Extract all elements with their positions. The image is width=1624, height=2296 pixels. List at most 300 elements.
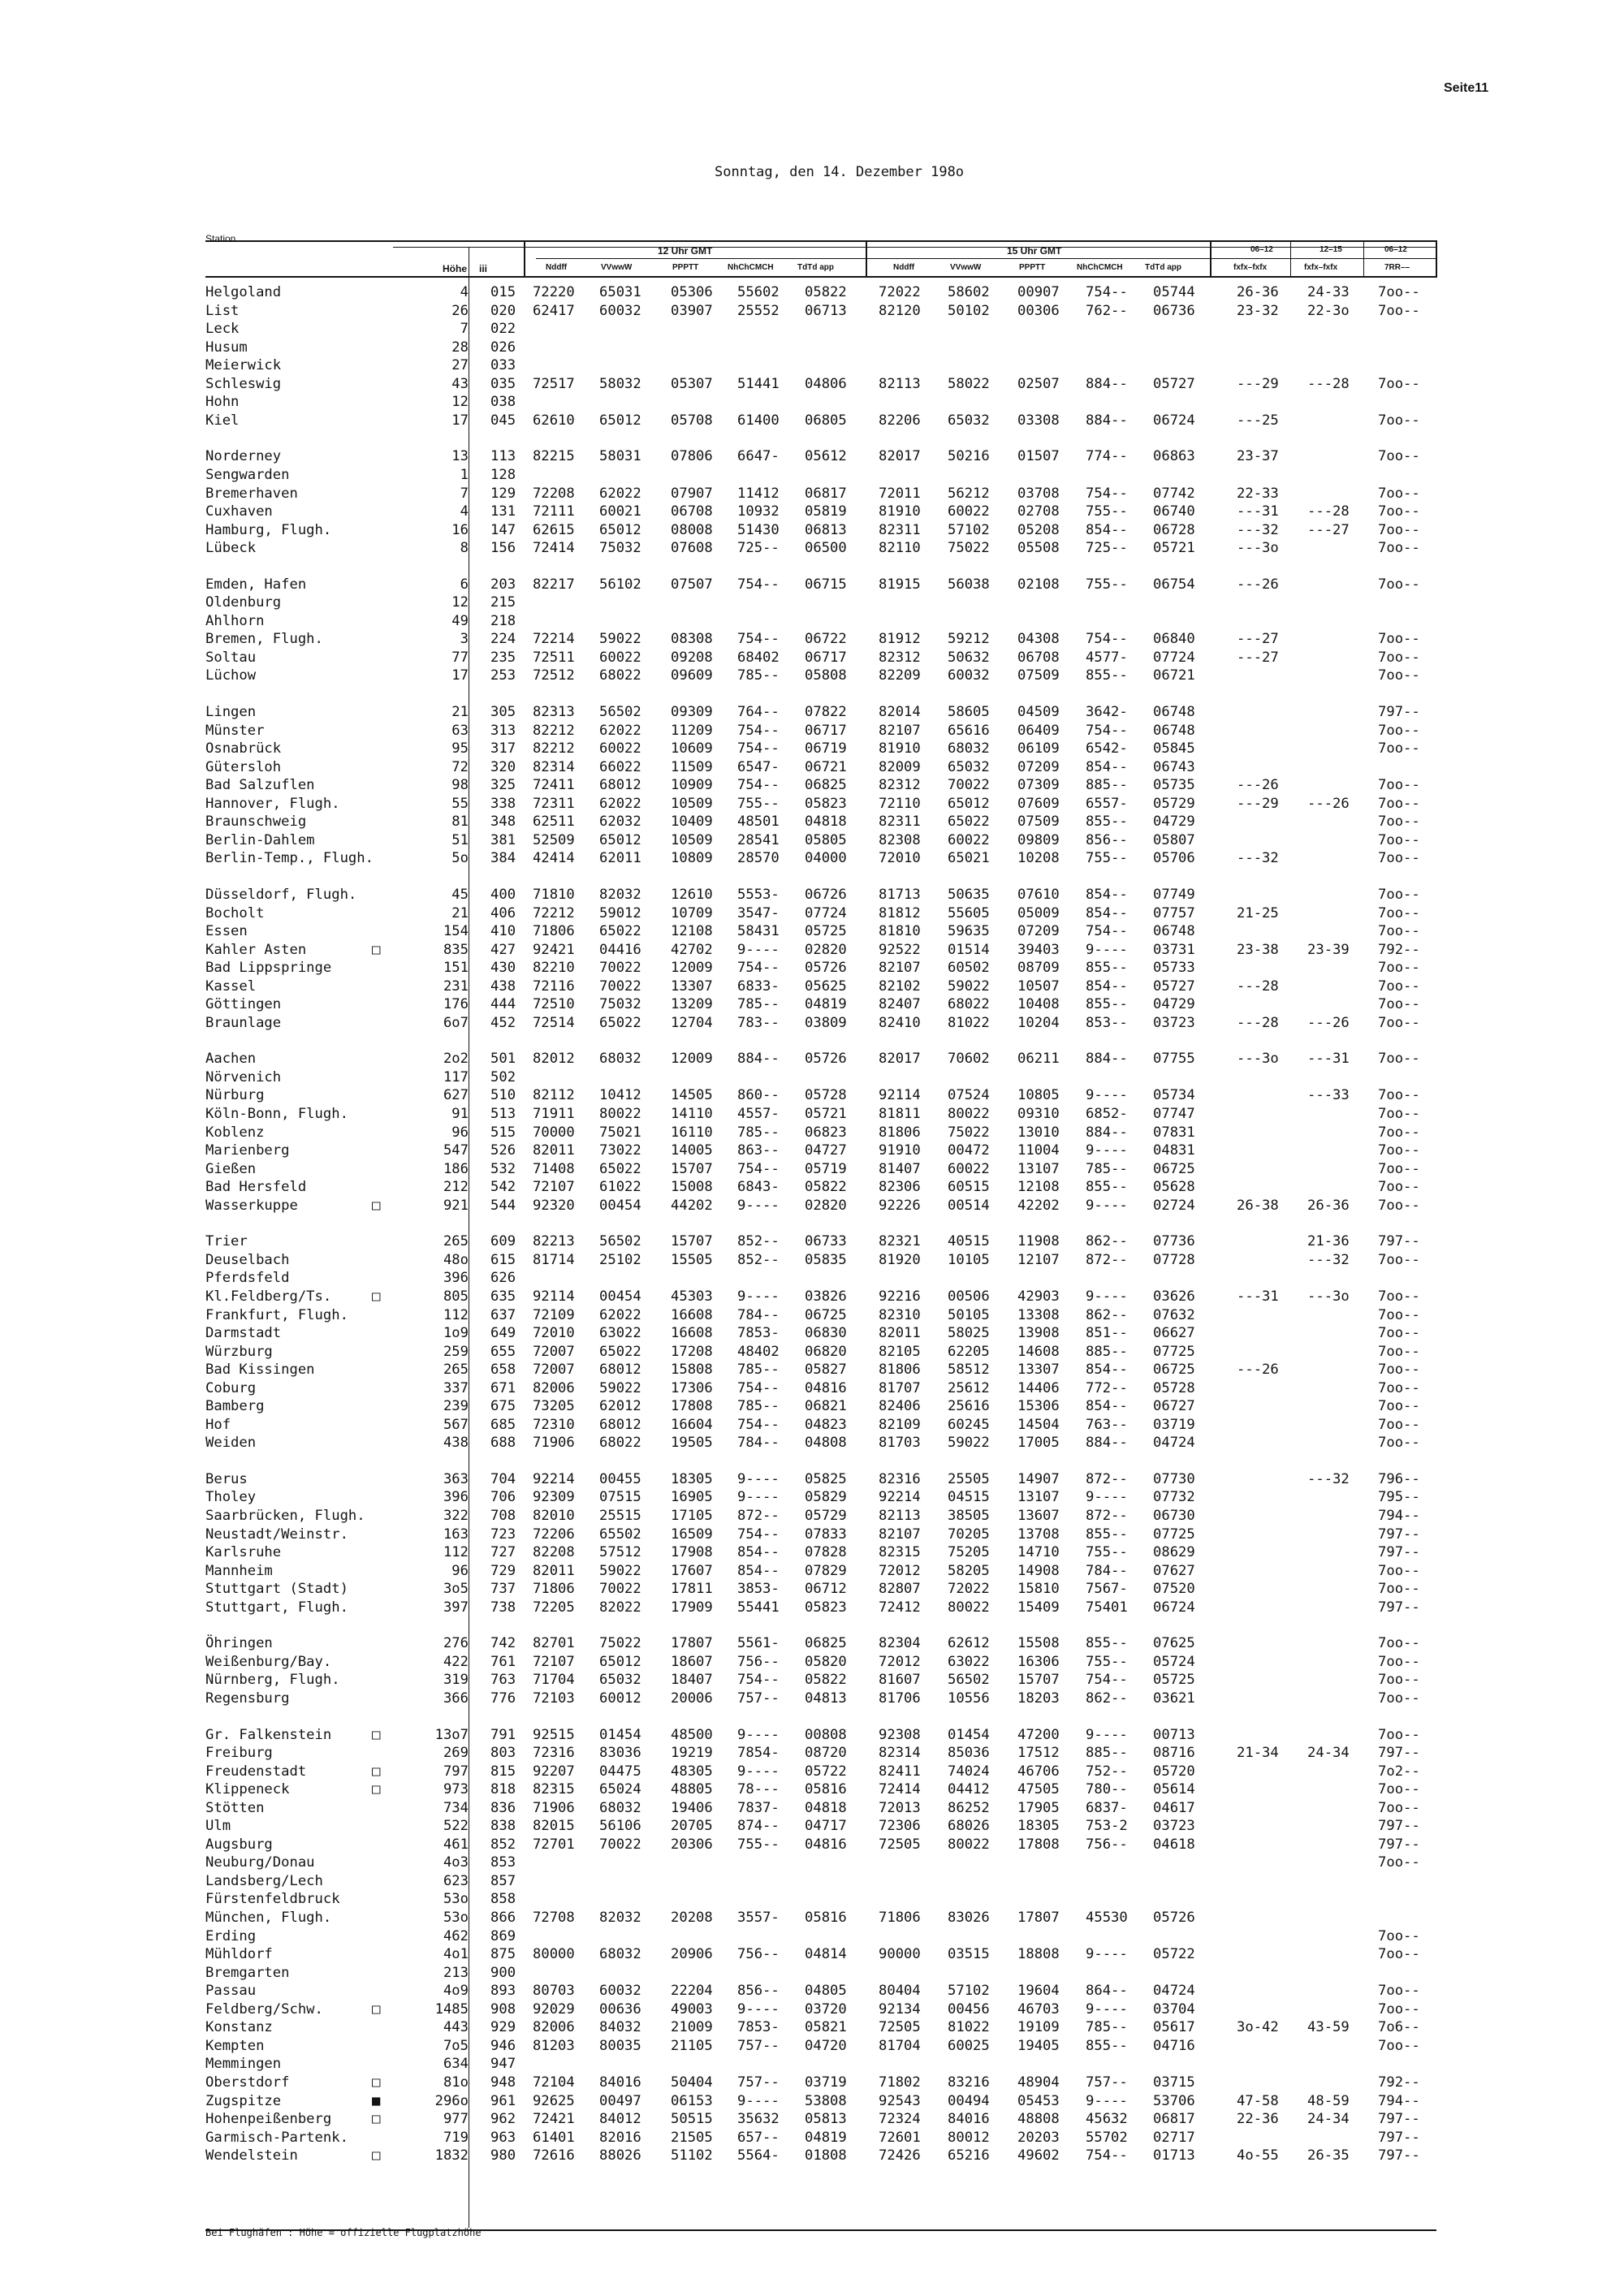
max-temp-12-15: ---31 xyxy=(1307,1051,1350,1068)
ppptt-15: 48904 xyxy=(1017,2074,1060,2091)
ppptt-12: 12108 xyxy=(671,923,713,940)
tdtd-12: 06820 xyxy=(805,1343,847,1360)
clouds-15: 855-- xyxy=(1086,960,1128,977)
station-id: 852 xyxy=(490,1836,516,1853)
clouds-12: 754-- xyxy=(737,777,780,794)
table-row xyxy=(0,1507,1624,1525)
tdtd-15: 07749 xyxy=(1153,886,1195,903)
ppptt-12: 12704 xyxy=(671,1014,713,1031)
nddff-12: 71408 xyxy=(533,1160,575,1177)
clouds-15: 9---- xyxy=(1086,941,1128,958)
station-id: 203 xyxy=(490,576,516,593)
vvwww-12: 65031 xyxy=(599,284,641,300)
ppptt-12: 09309 xyxy=(671,704,713,720)
max-temp-12-15: ---3o xyxy=(1307,1288,1350,1305)
vvwww-12: 82022 xyxy=(599,1599,641,1616)
nddff-12: 72103 xyxy=(533,1690,575,1707)
tdtd-15: 05725 xyxy=(1153,1672,1195,1689)
ppptt-12: 17105 xyxy=(671,1508,713,1524)
tdtd-15: 05724 xyxy=(1153,1653,1195,1670)
vvwww-12: 70022 xyxy=(599,1836,641,1853)
marker-icon: □ xyxy=(372,941,381,958)
tdtd-15: 06730 xyxy=(1153,1508,1195,1524)
precip-06-12: 7oo-- xyxy=(1378,814,1420,831)
nddff-15: 81703 xyxy=(879,1435,921,1452)
clouds-15: 755-- xyxy=(1086,1653,1128,1670)
ppptt-15: 06211 xyxy=(1017,1051,1060,1068)
nddff-12: 92207 xyxy=(533,1763,575,1780)
clouds-12: 7853- xyxy=(737,1325,780,1342)
clouds-15: 9---- xyxy=(1086,1946,1128,1963)
station-height: 77 xyxy=(451,649,469,666)
nddff-15: 82017 xyxy=(879,1051,921,1068)
station-name: Augsburg xyxy=(205,1836,273,1853)
header-period-2: 12–15 xyxy=(1320,245,1342,254)
max-temp-12-15: ---27 xyxy=(1307,521,1350,538)
station-name: Bremen, Flugh. xyxy=(205,631,323,648)
ppptt-12: 45303 xyxy=(671,1288,713,1305)
ppptt-12: 20208 xyxy=(671,1910,713,1926)
precip-06-12: 797-- xyxy=(1378,1836,1420,1853)
precip-06-12: 7oo-- xyxy=(1378,996,1420,1013)
nddff-15: 82113 xyxy=(879,375,921,392)
station-id: 427 xyxy=(490,941,516,958)
nddff-12: 73205 xyxy=(533,1398,575,1415)
vvwww-12: 60022 xyxy=(599,740,641,757)
station-name: Landsberg/Lech xyxy=(205,1872,323,1889)
precip-06-12: 7oo-- xyxy=(1378,540,1420,557)
ppptt-15: 15508 xyxy=(1017,1635,1060,1652)
clouds-12: 784-- xyxy=(737,1306,780,1323)
precip-06-12: 794-- xyxy=(1378,1508,1420,1524)
clouds-12: 9---- xyxy=(737,1726,780,1743)
precip-06-12: 797-- xyxy=(1378,1233,1420,1250)
ppptt-12: 50515 xyxy=(671,2111,713,2128)
tdtd-15: 05744 xyxy=(1153,284,1195,300)
nddff-12: 82208 xyxy=(533,1544,575,1561)
station-name: Sengwarden xyxy=(205,466,290,483)
station-id: 946 xyxy=(490,2037,516,2054)
tdtd-12: 06721 xyxy=(805,758,847,775)
ppptt-12: 13209 xyxy=(671,996,713,1013)
vvwww-15: 60515 xyxy=(948,1179,990,1196)
tdtd-15: 07632 xyxy=(1153,1306,1195,1323)
clouds-12: 854-- xyxy=(737,1544,780,1561)
nddff-12: 82313 xyxy=(533,704,575,720)
station-id: 980 xyxy=(490,2147,516,2164)
ppptt-15: 10507 xyxy=(1017,978,1060,995)
table-row xyxy=(0,576,1624,593)
clouds-12: 764-- xyxy=(737,704,780,720)
ppptt-12: 16608 xyxy=(671,1325,713,1342)
table-row xyxy=(0,849,1624,867)
nddff-12: 92625 xyxy=(533,2092,575,2109)
tdtd-12: 04814 xyxy=(805,1946,847,1963)
ppptt-12: 13307 xyxy=(671,978,713,995)
tdtd-12: 03809 xyxy=(805,1014,847,1031)
max-temp-06-12: ---32 xyxy=(1237,521,1279,538)
station-height: 3 xyxy=(460,631,469,648)
station-id: 761 xyxy=(490,1653,516,1670)
station-height: 797 xyxy=(443,1763,469,1780)
station-name: Nürburg xyxy=(205,1087,265,1104)
clouds-15: 9---- xyxy=(1086,2000,1128,2018)
nddff-15: 72414 xyxy=(879,1781,921,1798)
station-name: Kempten xyxy=(205,2037,265,2054)
nddff-12: 82012 xyxy=(533,1051,575,1068)
table-row xyxy=(0,2018,1624,2036)
vvwww-15: 62612 xyxy=(948,1635,990,1652)
nddff-12: 82212 xyxy=(533,740,575,757)
station-height: 265 xyxy=(443,1362,469,1379)
station-name: Bad Lippspringe xyxy=(205,960,332,977)
station-id: 410 xyxy=(490,923,516,940)
header-sub-2: fxfx–fxfx xyxy=(1304,263,1338,272)
tdtd-12: 05729 xyxy=(805,1508,847,1524)
station-id: 962 xyxy=(490,2111,516,2128)
marker-icon: □ xyxy=(372,2111,381,2128)
station-height: 13o7 xyxy=(434,1726,469,1743)
table-row xyxy=(0,1817,1624,1835)
station-id: 893 xyxy=(490,1983,516,2000)
vvwww-15: 60022 xyxy=(948,831,990,848)
ppptt-12: 14505 xyxy=(671,1087,713,1104)
vvwww-12: 75032 xyxy=(599,540,641,557)
vvwww-12: 65022 xyxy=(599,923,641,940)
nddff-12: 72311 xyxy=(533,795,575,812)
vvwww-15: 25612 xyxy=(948,1379,990,1396)
clouds-15: 753-2 xyxy=(1086,1818,1128,1835)
station-id: 866 xyxy=(490,1910,516,1926)
ppptt-15: 17808 xyxy=(1017,1836,1060,1853)
vvwww-15: 60245 xyxy=(948,1416,990,1433)
ppptt-15: 19109 xyxy=(1017,2019,1060,2036)
clouds-15: 754-- xyxy=(1086,2147,1128,2164)
vvwww-12: 84012 xyxy=(599,2111,641,2128)
table-row xyxy=(0,2074,1624,2091)
precip-06-12: 7oo-- xyxy=(1378,1160,1420,1177)
ppptt-12: 11209 xyxy=(671,722,713,739)
table-row xyxy=(0,2055,1624,2073)
vvwww-15: 86252 xyxy=(948,1799,990,1816)
tdtd-15: 07728 xyxy=(1153,1251,1195,1268)
nddff-12: 82011 xyxy=(533,1562,575,1579)
precip-06-12: 7oo-- xyxy=(1378,448,1420,465)
precip-06-12: 797-- xyxy=(1378,2111,1420,2128)
nddff-12: 72220 xyxy=(533,284,575,300)
marker-icon: □ xyxy=(372,2147,381,2164)
clouds-12: 9---- xyxy=(737,2092,780,2109)
station-id: 381 xyxy=(490,831,516,848)
precip-06-12: 7oo-- xyxy=(1378,1854,1420,1871)
tdtd-15: 05614 xyxy=(1153,1781,1195,1798)
nddff-12: 72616 xyxy=(533,2147,575,2164)
nddff-15: 82110 xyxy=(879,540,921,557)
station-id: 384 xyxy=(490,850,516,867)
nddff-12: 92214 xyxy=(533,1470,575,1487)
precip-06-12: 7oo-- xyxy=(1378,1435,1420,1452)
ppptt-12: 09609 xyxy=(671,667,713,684)
vvwww-12: 68032 xyxy=(599,1799,641,1816)
station-id: 501 xyxy=(490,1051,516,1068)
tdtd-15: 04724 xyxy=(1153,1983,1195,2000)
station-id: 671 xyxy=(490,1379,516,1396)
vvwww-12: 00454 xyxy=(599,1288,641,1305)
clouds-12: 6843- xyxy=(737,1179,780,1196)
precip-06-12: 7oo-- xyxy=(1378,1251,1420,1268)
tdtd-12: 05816 xyxy=(805,1781,847,1798)
tdtd-15: 03723 xyxy=(1153,1014,1195,1031)
station-name: Nürnberg, Flugh. xyxy=(205,1672,340,1689)
clouds-15: 872-- xyxy=(1086,1251,1128,1268)
vvwww-15: 57102 xyxy=(948,521,990,538)
precip-06-12: 7oo-- xyxy=(1378,521,1420,538)
table-row xyxy=(0,722,1624,740)
station-name: Weißenburg/Bay. xyxy=(205,1653,332,1670)
clouds-12: 863-- xyxy=(737,1142,780,1159)
station-height: 1 xyxy=(460,466,469,483)
clouds-12: 68402 xyxy=(737,649,780,666)
vvwww-15: 65012 xyxy=(948,795,990,812)
vvwww-15: 60032 xyxy=(948,667,990,684)
table-row xyxy=(0,1799,1624,1817)
nddff-12: 42414 xyxy=(533,850,575,867)
station-name: Soltau xyxy=(205,649,257,666)
vvwww-12: 84016 xyxy=(599,2074,641,2091)
station-id: 737 xyxy=(490,1581,516,1598)
tdtd-15: 03621 xyxy=(1153,1690,1195,1707)
station-id: 400 xyxy=(490,886,516,903)
ppptt-12: 10409 xyxy=(671,814,713,831)
table-row xyxy=(0,1288,1624,1306)
vvwww-15: 81022 xyxy=(948,1014,990,1031)
station-name: Düsseldorf, Flugh. xyxy=(205,886,357,903)
tdtd-15: 04724 xyxy=(1153,1435,1195,1452)
nddff-15: 82306 xyxy=(879,1179,921,1196)
station-height: 276 xyxy=(443,1635,469,1652)
station-id: 869 xyxy=(490,1927,516,1944)
ppptt-12: 21009 xyxy=(671,2019,713,2036)
station-id: 147 xyxy=(490,521,516,538)
precip-06-12: 797-- xyxy=(1378,704,1420,720)
nddff-12: 71906 xyxy=(533,1435,575,1452)
nddff-15: 81713 xyxy=(879,886,921,903)
clouds-15: 754-- xyxy=(1086,1672,1128,1689)
station-name: Hof xyxy=(205,1416,231,1433)
clouds-15: 854-- xyxy=(1086,904,1128,921)
station-name: Berus xyxy=(205,1470,248,1487)
station-name: Karlsruhe xyxy=(205,1544,282,1561)
station-name: Neuburg/Donau xyxy=(205,1854,315,1871)
clouds-15: 756-- xyxy=(1086,1836,1128,1853)
station-height: 72 xyxy=(451,758,469,775)
ppptt-15: 05508 xyxy=(1017,540,1060,557)
ppptt-12: 48805 xyxy=(671,1781,713,1798)
vvwww-12: 63022 xyxy=(599,1325,641,1342)
max-temp-12-15: ---26 xyxy=(1307,795,1350,812)
vvwww-15: 55605 xyxy=(948,904,990,921)
station-height: 212 xyxy=(443,1179,469,1196)
table-row xyxy=(0,2000,1624,2018)
station-name: Bremerhaven xyxy=(205,485,298,502)
station-name: Mannheim xyxy=(205,1562,273,1579)
nddff-15: 92226 xyxy=(879,1197,921,1214)
nddff-15: 82321 xyxy=(879,1233,921,1250)
station-name: Leck xyxy=(205,321,240,338)
tdtd-15: 03719 xyxy=(1153,1416,1195,1433)
station-height: 28 xyxy=(451,339,469,356)
ppptt-15: 07609 xyxy=(1017,795,1060,812)
station-name: Memmingen xyxy=(205,2056,282,2073)
clouds-12: 28570 xyxy=(737,850,780,867)
tdtd-15: 53706 xyxy=(1153,2092,1195,2109)
ppptt-12: 17909 xyxy=(671,1599,713,1616)
clouds-12: 3547- xyxy=(737,904,780,921)
nddff-12: 72316 xyxy=(533,1745,575,1762)
clouds-15: 885-- xyxy=(1086,1343,1128,1360)
clouds-15: 754-- xyxy=(1086,485,1128,502)
station-height: 21 xyxy=(451,704,469,720)
ppptt-12: 21105 xyxy=(671,2037,713,2054)
station-name: Bad Hersfeld xyxy=(205,1179,307,1196)
ppptt-15: 14406 xyxy=(1017,1379,1060,1396)
max-temp-06-12: ---3o xyxy=(1237,540,1279,557)
tdtd-15: 07520 xyxy=(1153,1581,1195,1598)
ppptt-12: 08008 xyxy=(671,521,713,538)
vvwww-15: 01454 xyxy=(948,1726,990,1743)
max-temp-06-12: ---26 xyxy=(1237,1362,1279,1379)
station-name: Hannover, Flugh. xyxy=(205,795,340,812)
header-station: Station xyxy=(205,233,236,244)
clouds-15: 755-- xyxy=(1086,1544,1128,1561)
ppptt-12: 19406 xyxy=(671,1799,713,1816)
ppptt-15: 05453 xyxy=(1017,2092,1060,2109)
station-height: 337 xyxy=(443,1379,469,1396)
table-row xyxy=(0,776,1624,794)
station-height: 4 xyxy=(460,503,469,520)
clouds-12: 754-- xyxy=(737,1379,780,1396)
station-height: 16 xyxy=(451,521,469,538)
ppptt-12: 11509 xyxy=(671,758,713,775)
header-period-3: 06–12 xyxy=(1384,245,1407,254)
tdtd-12: 04806 xyxy=(805,375,847,392)
clouds-15: 862-- xyxy=(1086,1233,1128,1250)
station-id: 947 xyxy=(490,2056,516,2073)
precip-06-12: 797-- xyxy=(1378,2129,1420,2146)
vvwww-12: 00454 xyxy=(599,1197,641,1214)
table-row xyxy=(0,904,1624,922)
vvwww-15: 75022 xyxy=(948,540,990,557)
clouds-15: 757-- xyxy=(1086,2074,1128,2091)
clouds-15: 45632 xyxy=(1086,2111,1128,2128)
table-row xyxy=(0,485,1624,503)
precip-06-12: 797-- xyxy=(1378,1599,1420,1616)
station-name: Regensburg xyxy=(205,1690,290,1707)
table-row xyxy=(0,1982,1624,2000)
table-row xyxy=(0,1014,1624,1032)
ppptt-12: 12610 xyxy=(671,886,713,903)
header-iii: iii xyxy=(479,263,488,274)
tdtd-15: 07724 xyxy=(1153,649,1195,666)
precip-06-12: 7oo-- xyxy=(1378,649,1420,666)
header-period-1: 06–12 xyxy=(1250,245,1273,254)
table-row xyxy=(0,412,1624,429)
ppptt-15: 04308 xyxy=(1017,631,1060,648)
nddff-15: 72412 xyxy=(879,1599,921,1616)
max-temp-06-12: 21-34 xyxy=(1237,1745,1279,1762)
vvwww-15: 00514 xyxy=(948,1197,990,1214)
ppptt-12: 20006 xyxy=(671,1690,713,1707)
clouds-15: 854-- xyxy=(1086,1362,1128,1379)
ppptt-12: 49003 xyxy=(671,2000,713,2018)
table-row xyxy=(0,466,1624,484)
ppptt-12: 42702 xyxy=(671,941,713,958)
nddff-15: 81910 xyxy=(879,740,921,757)
tdtd-15: 05721 xyxy=(1153,540,1195,557)
table-row xyxy=(0,1361,1624,1379)
station-height: 5o xyxy=(451,850,469,867)
station-id: 317 xyxy=(490,740,516,757)
station-name: Freiburg xyxy=(205,1745,273,1762)
tdtd-12: 05726 xyxy=(805,960,847,977)
ppptt-12: 10509 xyxy=(671,795,713,812)
precip-06-12: 7o2-- xyxy=(1378,1763,1420,1780)
station-name: Schleswig xyxy=(205,375,282,392)
table-row xyxy=(0,1397,1624,1415)
max-temp-12-15: 24-33 xyxy=(1307,284,1350,300)
tdtd-12: 06719 xyxy=(805,740,847,757)
header-sub-3: 7RR–– xyxy=(1384,263,1410,272)
ppptt-12: 10909 xyxy=(671,777,713,794)
nddff-12: 72208 xyxy=(533,485,575,502)
vvwww-12: 62022 xyxy=(599,485,641,502)
clouds-12: 856-- xyxy=(737,1983,780,2000)
nddff-12: 72517 xyxy=(533,375,575,392)
vvwww-15: 59022 xyxy=(948,978,990,995)
table-row xyxy=(0,1543,1624,1561)
clouds-15: 9---- xyxy=(1086,1087,1128,1104)
precip-06-12: 7oo-- xyxy=(1378,1014,1420,1031)
ppptt-15: 13708 xyxy=(1017,1526,1060,1543)
vvwww-12: 56502 xyxy=(599,704,641,720)
vvwww-15: 01514 xyxy=(948,941,990,958)
clouds-12: 757-- xyxy=(737,1690,780,1707)
vvwww-15: 75022 xyxy=(948,1124,990,1141)
tdtd-12: 06725 xyxy=(805,1306,847,1323)
vvwww-12: 62022 xyxy=(599,795,641,812)
header-vvwww-15: VVwwW xyxy=(950,263,982,272)
station-height: 163 xyxy=(443,1526,469,1543)
precip-06-12: 795-- xyxy=(1378,1489,1420,1506)
clouds-12: 3557- xyxy=(737,1910,780,1926)
vvwww-15: 80022 xyxy=(948,1599,990,1616)
precip-06-12: 7oo-- xyxy=(1378,1142,1420,1159)
tdtd-12: 03719 xyxy=(805,2074,847,2091)
station-name: Stuttgart, Flugh. xyxy=(205,1599,348,1616)
ppptt-12: 48305 xyxy=(671,1763,713,1780)
clouds-15: 884-- xyxy=(1086,1051,1128,1068)
station-id: 929 xyxy=(490,2019,516,2036)
table-row xyxy=(0,1526,1624,1543)
station-name: Deuselbach xyxy=(205,1251,290,1268)
max-temp-06-12: ---31 xyxy=(1237,1288,1279,1305)
nddff-12: 92320 xyxy=(533,1197,575,1214)
vvwww-15: 00472 xyxy=(948,1142,990,1159)
station-id: 544 xyxy=(490,1197,516,1214)
vvwww-12: 88026 xyxy=(599,2147,641,2164)
station-id: 853 xyxy=(490,1854,516,1871)
station-id: 305 xyxy=(490,704,516,720)
